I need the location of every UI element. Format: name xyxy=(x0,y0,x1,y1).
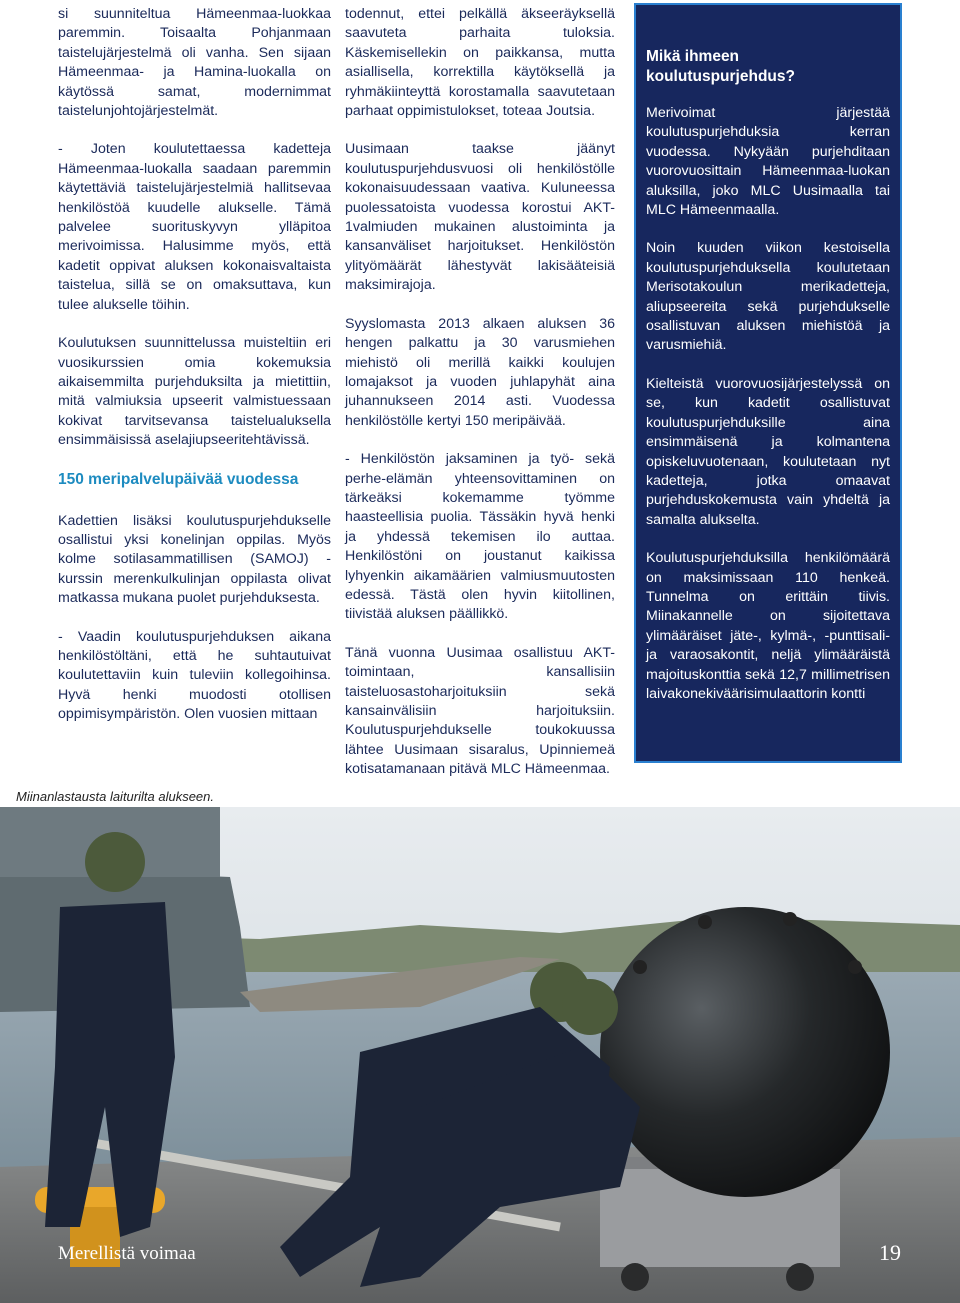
sidebar-paragraph: Noin kuuden viikon kestoisella koulutuspurjehduksella koulutetaan Merisotakoulun merikadetteja, aliupseereita sekä purjehdukselle osallistuvan aluksen miehistöä ja varusmiehiä. xyxy=(646,240,890,354)
sidebar-title: Mikä ihmeen koulutuspurjehdus? xyxy=(646,48,795,85)
harbor-photo xyxy=(0,807,960,1303)
paragraph: Tänä vuonna Uusimaa osallistuu AKT-toimintaan, kansallisiin taisteluosastoharjoituksiin sekä kansainvälisiin harjoituksiin. Koulutuspurjehdukselle toukokuussa lähtee Uusimaan sisaralus, Upinniemeä kotisatamanaan pitävä MLC Hämeenmaa. xyxy=(345,644,615,778)
info-sidebar xyxy=(634,3,902,763)
paragraph: Uusimaan taakse jäänyt koulutuspurjehdusvuosi oli henkilöstölle kokonaisuudessaan vaativa. Kuluneessa puolessatoista vuodessa korostui AKT-1valmiuden mukainen alustoiminta ja kansanväliset harjoitukset. Henkilöstön ylityömäärät lähestyvät lakisääteisiä maksimirajoja. xyxy=(345,141,615,294)
sidebar-paragraph: Merivoimat järjestää koulutuspurjehduksia kerran vuodessa. Nykyään purjehditaan vuorovuosittain Hämeenmaa-luokan aluksilla, joko MLC Uusimaalla tai MLC Hämeenmaalla. xyxy=(646,105,890,219)
paragraph: todennut, ettei pelkällä äkseeräyksellä saavuteta parhaita tuloksia. Käskemisellekin on paikkansa, mutta asiallisella, korrektilla käytöksellä ja ryhmäkiinteyttä korostamalla saavutetaan parhaat oppimistulokset, toteaa Joutsia. xyxy=(345,6,615,120)
sidebar-paragraph: Koulutuspurjehduksilla henkilömäärä on maksimissaan 110 henkeä. Tunnelma on erittäin tiivis. Miinakannelle on sijoitettava ylimääräiset jäte-, kylmä-, -punttisali- ja varaosakontit, neljä ylimääräistä majoituskonttia sekä 12,7 millimetrisen laivakonekiväärisimulaattorin kontti xyxy=(646,550,890,702)
paragraph: Koulutuksen suunnittelussa muisteltiin eri vuosikurssien omia kokemuksia aikaisemmilta purjehduksilta ja mietittiin, mitä valmiuksia upseerit valmistuessaan kokivat tarvitsevansa taistelualuksella ensimmäisissä aselajiupseeritehtävissä. xyxy=(58,335,331,449)
sidebar-paragraph: Kielteistä vuorovuosijärjestelyssä on se, kun kadetit osallistuvat koulutuspurjehduksille aina ensimmäisenä ja kolmantena opiskeluvuotenaan, koulutetaan nyt kadetteja, jotka omaavat purjehduskokemusta vain yhdeltä ja samalta alukselta. xyxy=(646,375,890,528)
paragraph: - Vaadin koulutuspurjehduksen aikana henkilöstöltäni, että he suhtautuivat koulutettaviin kuin tuleviin kollegoihinsa. Hyvä henki muodosti otollisen oppimisympäristön. Olen vuosien mittaan xyxy=(58,628,331,723)
paragraph: - Henkilöstön jaksaminen ja työ- sekä perhe-elämän yhteensovittaminen on tärkeäksi kokemamme työmme haasteellisia puolia. Tässäkin hyvä henki ja yhdessä tekemisen ilo auttaa. Henkilöstöni on joustanut kaikissa lyhyenkin aikamäärien valmiusmuutosten edessä. Tästä olen hyvin kiitollinen, tiivistää aluksen päällikkö. xyxy=(345,451,615,623)
paragraph: si suunniteltua Hämeenmaa-luokkaa paremmin. Toisaalta Pohjanmaan taistelujärjestelmä oli vanha. Sen sijaan Hämeenmaa- ja Hamina-luokalla on käytössä samat, modernimmat taistelunjohtojärjestelmät. xyxy=(58,6,331,120)
magazine-name: Merellistä voimaa xyxy=(58,1243,196,1264)
photo-caption: Miinanlastausta laiturilta alukseen. xyxy=(16,789,214,804)
paragraph: Kadettien lisäksi koulutuspurjehdukselle osallistui yksi konelinjan oppilas. Myös kolme sotilasammatillisen (SAMOJ) -kurssin merenkulkulinjan oppilasta olivat matkassa mukana puolet purjehduksesta. xyxy=(58,512,331,607)
page-number: 19 xyxy=(879,1240,901,1265)
article-column-2 xyxy=(345,5,615,799)
paragraph: - Joten koulutettaessa kadetteja Hämeenmaa-luokalla saadaan paremmin käytettäviä taistelujärjestelmiä hallitsevaa henkilöstöä kuudelle alukselle. Tämä palvelee suorituskyvyn ylläpitoa merivoimissa. Halusimme myös, että kadetit oppivat aluksen kokonaisvaltaista taistelua, sillä se on omaksuttava, kun tulee alukselle töihin. xyxy=(58,141,331,313)
article-column-1 xyxy=(58,5,331,744)
section-heading: 150 meripalvelupäivää vuodessa xyxy=(58,470,299,488)
paragraph: Syyslomasta 2013 alkaen aluksen 36 hengen palkattu ja 30 varusmiehen miehistö oli merillä kaikki koulujen lomajaksot ja vuoden juhlapyhät aina juhannukseen 2014 asti. Vuodessa henkilöstölle kertyi 150 meripäivää. xyxy=(345,315,615,429)
